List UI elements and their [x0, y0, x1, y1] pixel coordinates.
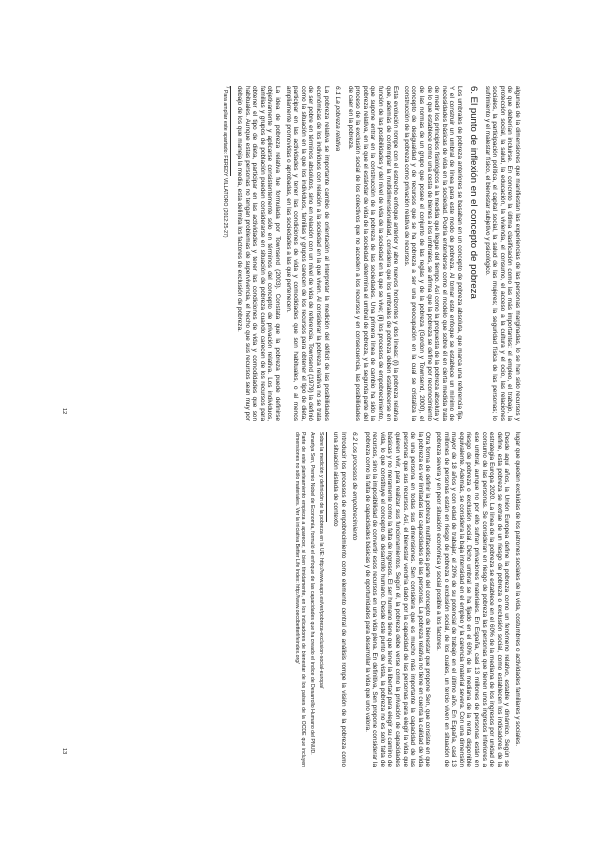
right-column [291, 432, 521, 767]
left-column [219, 86, 521, 421]
intro-paragraph: algunas de la dimensiones que manifiestan las experiencias de las personas marginadas, lo se han sido recursos y de que deberían incluirse. En concreto la última clasificación como las más importantes: el empleo, el trabajo, la protección social, la salud, la educación, la vivienda, el consumo, el acceso a la cultura y el ocio, las relaciones sociales, la participación política, el capital social, la salud de las mujeres; la seguridad física de las personas; lo sufrimiento y el malestar físico, el bienestar subjetivo y psicológico. [483, 86, 521, 421]
paragraph: lugar que queden excluidas de los patrones sociales de la vida, costumbres o actividades familiares y sociales. [514, 432, 521, 747]
paragraph: Los umbrales de pobreza anteriores se basaban en un concepto de pobreza absoluta, que marca una referencia fija. Y el construir un umbral de línea para este modo de pobreza. Al tomar este enfoque se establece un mínimo de necesidades básicas de vida en la sociedad. Podría entenderse como el modelo que sobre él en cierta medida trata de medir los principios fisiológicos a la medida que llegue del tiempo. Así como la propuesta de la pobreza absoluta y de lo que establece como una cesta de bienes a los umbrales, se afirma que la pobreza se define por reconocimiento de las normas de un grupo que posee el conjunto de las reglas y de la pobreza (Gordon y Townsend, 2000), el concepto de desigualdad y de recursos que se ha pobreza a ser una preocupación en la cual se cristaliza la construcción de la pobreza como privación relativa de recursos. [402, 86, 464, 421]
paragraph: Desde aquí años, la Unión Europea define la pobreza como un fenómeno relativo, estable y dinámico. Según se define, esta pobreza se extrae de un riesgo de pobreza o exclusión social, como establecen los indicadores de la estrategia Europa 2020. La línea de la pobreza se establece en el 60% de la mediana de los ingresos por unidad de consumo de las personas. Se consideran en riesgo de pobreza las personas que tienen unos ingresos inferiores a ese umbral, aunque no por ello sufran privaciones materiales. En España, casi 13 millones de personas están en riesgo de pobreza o exclusión social. Dicho umbral se ha fijado en el 60% de la mediana de la renta disponible equivalente. Además, se considera la baja intensidad en el empleo y la carencia material severa. Con una dimensión mayor de 18 años y con edad de trabajar, el 20% de su potencial de trabajo en el último año. En España, casi 13 millones de personas están en riesgo de pobreza o exclusión social, de los cuales, un tercio viven en situación de pobreza severa y en peor situación económica y social posible a los factores. [435, 432, 511, 767]
subsection-title: 6.2 Los procesos de empobrecimiento [351, 432, 359, 541]
subsection-title: 6.1 La pobreza relativa [334, 86, 342, 152]
footnote: Amartya Sen, Premio Nobel de Economía, formuló el enfoque de las capacidades que ha creado el índice de Desarrollo Humano del PNUD. [309, 432, 316, 755]
footnote [222, 86, 232, 421]
footnote-divider [230, 86, 231, 176]
page-number-left: 12 [61, 408, 67, 415]
footnote-divider [326, 432, 327, 522]
footnote-text: Para ampliar este apartado: FEREDY VILLATORO (2012:25-27) [222, 89, 229, 238]
paragraph: Introducir los procesos de empobrecimiento como elemento central de análisis rompe la visión de la pobreza como una situación aislada de contexto [331, 432, 347, 767]
section-title: 6. El punto de inflexión en el concepto de pobreza [468, 86, 480, 299]
footnote-marker: 7 [226, 86, 232, 89]
paragraph: Esta evolución rompe con el estrecho enfoque anterior y abre nuevos horizontes y dos líneas: (i) la pobreza relativa que, además de contemplar la multidimensionalidad, considera que los umbrales de pobreza deben establecerse en función de las posibilidades y del nivel de vida de la sociedad en la que se vive; (ii) los procesos de empobrecimiento, que supone entrar en la construcción de la pobreza de las sociedades. Una primera línea de cambio ha sido la pobreza relativa, en la que el estándar de vida de la sociedad determina el umbral de pobreza, y la segunda parte del proceso de la exclusión social de los colectivos que no acceden a los recursos y en consecuencia, las posibilidades de caer en la pobreza. [346, 86, 400, 421]
footnote: Sobre la medición y definición de la pobreza en la UE: http://www.eapn.es/ver/pobreza-exclusion-social-europa/ [318, 432, 325, 689]
footnote: Parte de este planteamiento empieza a aparecer, si bien tímidamente, en los indicadores de bienestar de los países de la OCDE que incluyen dimensiones no sólo materiales. Ver la iniciativa Better Life Index: http://www.oecdbetterlifeindex.org/ [293, 432, 306, 767]
paragraph: La idea de pobreza relativa fue formulada por Townsend (2003). Constata que la pobreza puede definirse objetivamente y aplicarse consistentemente sólo en términos del concepto de privación relativa. Los individuos, familias y grupos de población pueden considerarse en situación de pobreza cuando carecen de los recursos para obtener el tipo de dieta, participar en las actividades y tener las condiciones de vida y comodidades que son habituales. Aunque estas personas no tengan problemas de supervivencia, el hecho que sus recursos sean muy por debajo de los que maneja la media, esta delimita los factores de exclusión de pobreza. [236, 86, 281, 421]
paragraph: La pobreza relativa se importante cambio de orientación al interpretar la medición del déficit de las posibilidades económicas de los individuos con relación a la sociedad en la que viven. Al considerar la pobreza relativa no se trata de ser pobre en términos absolutos, sino en relación con un nivel de vida de referencia. Townsend (1979) la definió como la situación en la que los individuos, familias y grupos carecen de los recursos para obtener el tipo de dieta, participar en las actividades y tener las condiciones de vida y comodidades que son habituales, o al menos ampliamente promovidas o aprobadas, en las sociedades a las que pertenecen. [284, 86, 330, 421]
page-number-right: 13 [61, 748, 67, 755]
paragraph: Otra forma de definir la pobreza multifacetica parte del concepto de bienestar que propone Sen, que consiste en que la pobreza es ver limitadas las capacidades de las personas. La pobreza relativa no tiene en cuenta la calidad de vida de una persona en todas sus dimensiones. Sen considera que es mucho más importante la capacidad de las personas que sus recursos. Así, el bienestar vendría dado por la capacidad de las personas para elegir la vida que quieren vivir, para realizar sus funcionamientos. Según él, la pobreza debe verse como la privación de capacidades básicas y no meramente como la falta de ingresos. El ser humano tiene que tener la libertad para elegir su camino de vida, lo que constituye el concepto de desarrollo humano. Desde este punto de vista, la pobreza no es solo falta de recursos, sino la imposibilidad de convertir esos recursos en una vida plena. En definitiva, Sen propone considerar la pobreza como la falta de capacidades básicas y de oportunidades para desarrollar la vida que uno valora. [363, 432, 432, 767]
